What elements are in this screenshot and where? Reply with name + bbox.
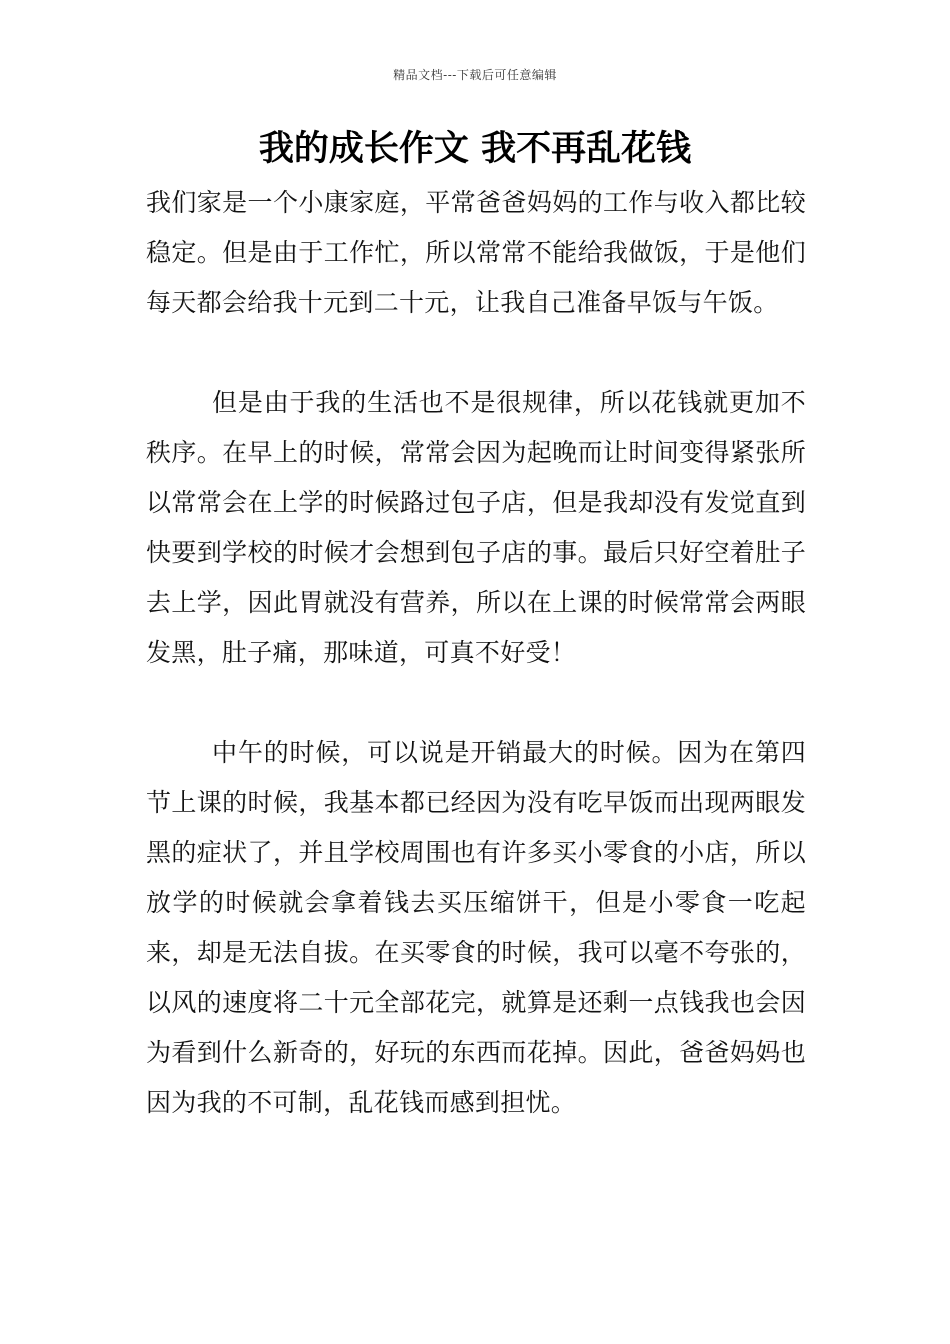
document-title: 我的成长作文 我不再乱花钱 (258, 129, 692, 169)
paragraph-1: 我们家是一个小康家庭，平常爸爸妈妈的工作与收入都比较稳定。但是由于工作忙，所以常常不能给我做饭，于是他们每天都会给我十元到二十元，让我自己准备早饭与午饭。 (146, 188, 806, 317)
document-body (146, 178, 806, 1178)
paragraph-2: 但是由于我的生活也不是很规律，所以花钱就更加不秩序。在早上的时候，常常会因为起晚而让时间变得紧张所以常常会在上学的时候路过包子店，但是我却没有发觉直到快要到学校的时候才会想到包子店的事。最后只好空着肚子去上学，因此胃就没有营养，所以在上课的时候常常会两眼发黑，肚子痛，那味道，可真不好受！ (146, 388, 806, 667)
page-header: 精品文档---下载后可任意编辑 (393, 68, 557, 82)
paragraph-3: 中午的时候，可以说是开销最大的时候。因为在第四节上课的时候，我基本都已经因为没有吃早饭而出现两眼发黑的症状了，并且学校周围也有许多买小零食的小店，所以放学的时候就会拿着钱去买压缩饼干，但是小零食一吃起来，却是无法自拔。在买零食的时候，我可以毫不夸张的，以风的速度将二十元全部花完，就算是还剩一点钱我也会因为看到什么新奇的，好玩的东西而花掉。因此，爸爸妈妈也因为我的不可制，乱花钱而感到担忧。 (146, 738, 806, 1117)
